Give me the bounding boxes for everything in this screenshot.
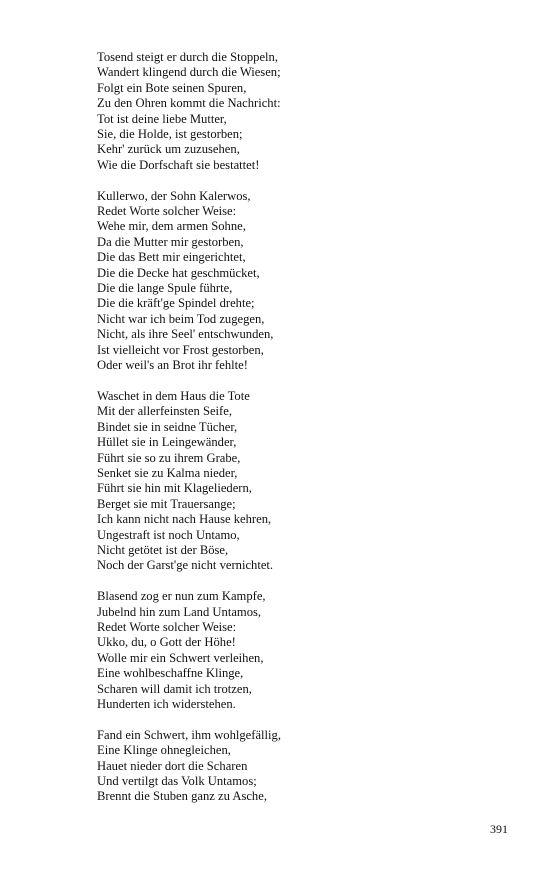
stanza	[97, 50, 497, 173]
verse-line: Hüllet sie in Leingewänder,	[97, 435, 237, 450]
page-number: 391	[490, 822, 508, 836]
verse-line: Senket sie zu Kalma nieder,	[97, 465, 238, 480]
verse-line: Die die kräft'ge Spindel drehte;	[97, 296, 255, 311]
verse-line: Nicht getötet ist der Böse,	[97, 542, 229, 557]
verse-line: Bindet sie in seidne Tücher,	[97, 419, 238, 434]
verse-line: Und vertilgt das Volk Untamos;	[97, 774, 257, 789]
verse-line: Redet Worte solcher Weise:	[97, 619, 237, 634]
verse-line: Zu den Ohren kommt die Nachricht:	[97, 96, 281, 111]
verse-line: Waschet in dem Haus die Tote	[97, 388, 250, 403]
verse-line: Sie, die Holde, ist gestorben;	[97, 127, 243, 142]
verse-line: Kullerwo, der Sohn Kalerwos,	[97, 188, 251, 203]
verse-line: Wandert klingend durch die Wiesen;	[97, 65, 281, 80]
stanza	[97, 389, 497, 574]
verse-line: Oder weil's an Brot ihr fehlte!	[97, 358, 248, 373]
verse-line: Ukko, du, o Gott der Höhe!	[97, 635, 236, 650]
verse-line: Folgt ein Bote seinen Spuren,	[97, 80, 247, 95]
verse-line: Tot ist deine liebe Mutter,	[97, 111, 227, 126]
verse-line: Scharen will damit ich trotzen,	[97, 681, 252, 696]
verse-line: Blasend zog er nun zum Kampfe,	[97, 589, 266, 604]
verse-line: Wie die Dorfschaft sie bestattet!	[97, 157, 260, 172]
verse-line: Kehr' zurück um zuzusehen,	[97, 142, 240, 157]
stanza	[97, 189, 497, 374]
verse-line: Hauet nieder dort die Scharen	[97, 758, 248, 773]
verse-line: Die die Decke hat geschmücket,	[97, 265, 260, 280]
verse-line: Tosend steigt er durch die Stoppeln,	[97, 50, 278, 64]
verse-line: Berget sie mit Trauersange;	[97, 496, 236, 511]
verse-line: Jubelnd hin zum Land Untamos,	[97, 604, 262, 619]
stanza	[97, 728, 497, 805]
verse-line: Mit der allerfeinsten Seife,	[97, 404, 232, 419]
verse-line: Da die Mutter mir gestorben,	[97, 234, 244, 249]
verse-line: Die die lange Spule führte,	[97, 281, 233, 296]
verse-line: Führt sie hin mit Klageliedern,	[97, 481, 252, 496]
verse-line: Eine Klinge ohnegleichen,	[97, 743, 231, 758]
verse-line: Redet Worte solcher Weise:	[97, 204, 237, 219]
verse-line: Eine wohlbeschaffne Klinge,	[97, 666, 244, 681]
verse-line: Nicht war ich beim Tod zugegen,	[97, 311, 265, 326]
verse-line: Brennt die Stuben ganz zu Asche,	[97, 789, 267, 804]
verse-line: Fand ein Schwert, ihm wohlgefällig,	[97, 727, 281, 742]
verse-line: Nicht, als ihre Seel' entschwunden,	[97, 327, 274, 342]
verse-line: Hunderten ich widerstehen.	[97, 697, 236, 712]
verse-line: Ist vielleicht vor Frost gestorben,	[97, 342, 264, 357]
poem-text	[97, 50, 497, 820]
verse-line: Die das Bett mir eingerichtet,	[97, 250, 246, 265]
verse-line: Ungestraft ist noch Untamo,	[97, 527, 240, 542]
verse-line: Noch der Garst'ge nicht vernichtet.	[97, 558, 274, 573]
verse-line: Führt sie so zu ihrem Grabe,	[97, 450, 241, 465]
verse-line: Ich kann nicht nach Hause kehren,	[97, 512, 272, 527]
stanza	[97, 589, 497, 712]
verse-line: Wehe mir, dem armen Sohne,	[97, 219, 246, 234]
verse-line: Wolle mir ein Schwert verleihen,	[97, 650, 264, 665]
